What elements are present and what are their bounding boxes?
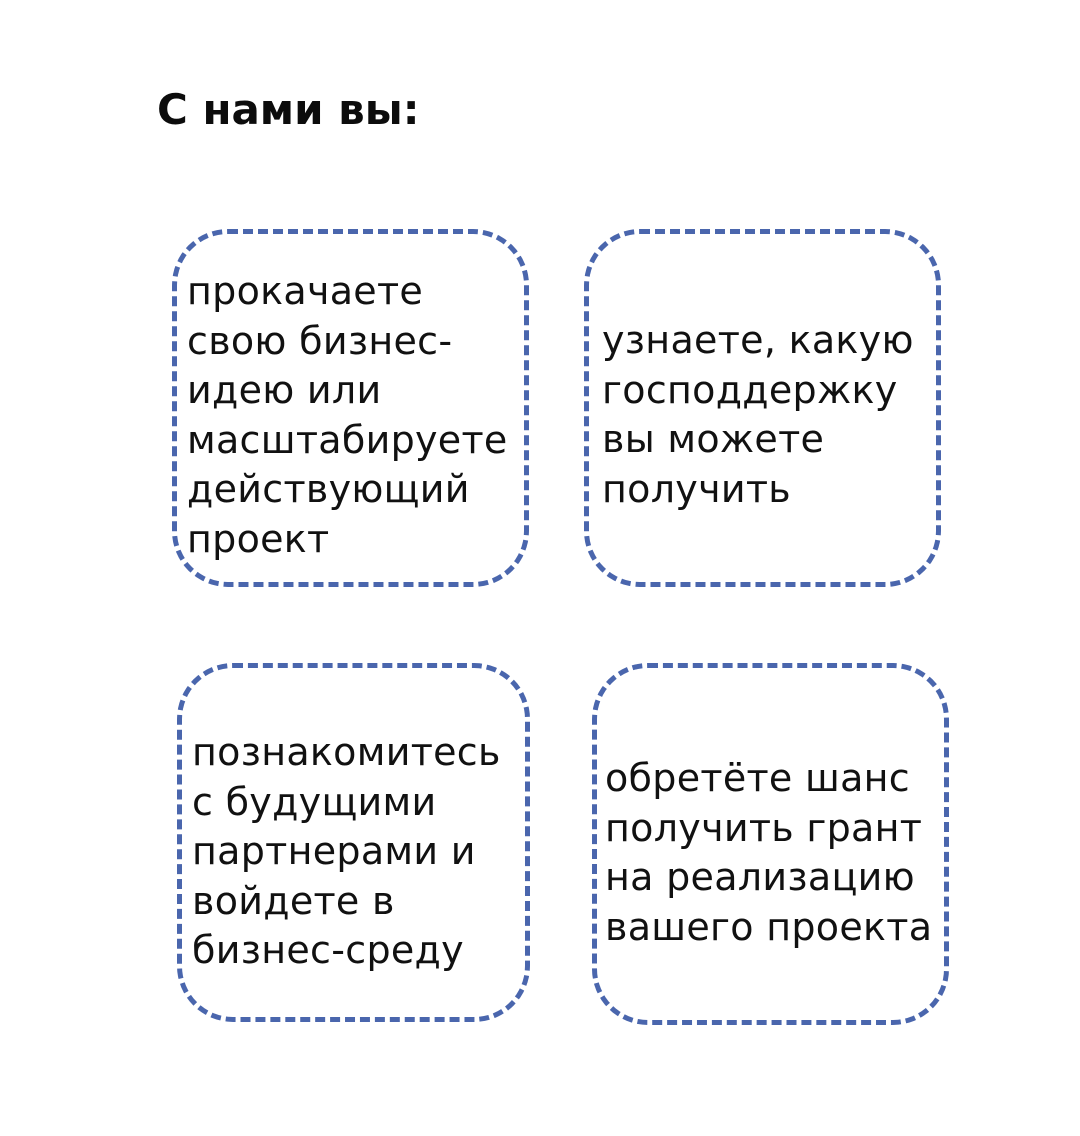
benefit-card-text: обретёте шанс получить грант на реализацию вашего проекта bbox=[605, 756, 933, 949]
benefit-card-state-support bbox=[584, 229, 941, 587]
benefit-card-text: прокачаете свою бизнес- идею или масштабируете действующий проект bbox=[187, 269, 508, 561]
benefit-card-text: узнаете, какую господдержку вы можете получить bbox=[602, 318, 914, 511]
page-title: С нами вы: bbox=[157, 85, 420, 134]
benefit-card-partners bbox=[177, 663, 530, 1022]
benefit-card-business-idea bbox=[172, 229, 529, 587]
benefit-card-grant bbox=[592, 663, 949, 1025]
benefit-card-text: познакомитесь с будущими партнерами и войдете в бизнес-среду bbox=[192, 730, 501, 972]
